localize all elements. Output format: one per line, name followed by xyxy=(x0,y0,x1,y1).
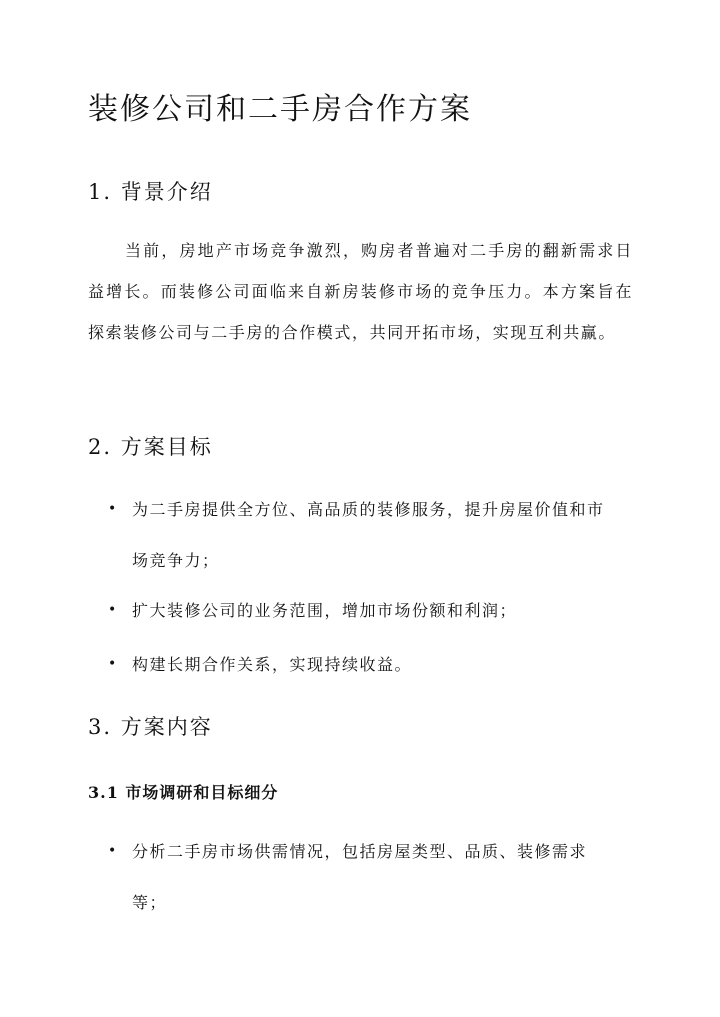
section-heading-goals: 2. 方案目标 xyxy=(88,435,213,459)
list-item xyxy=(108,826,612,928)
list-item xyxy=(108,484,612,586)
bullet-icon: • xyxy=(108,602,118,618)
bullet-icon: • xyxy=(108,501,118,517)
list-item-text: 分析二手房市场供需情况，包括房屋类型、品质、装修需求等； xyxy=(132,842,588,912)
list-item-text: 为二手房提供全方位、高品质的装修服务，提升房屋价值和市场竞争力； xyxy=(132,500,605,570)
document-title: 装修公司和二手房合作方案 xyxy=(88,92,472,127)
list-item-text: 扩大装修公司的业务范围，增加市场份额和利润； xyxy=(132,601,518,620)
list-item xyxy=(108,639,612,690)
section-heading-content: 3. 方案内容 xyxy=(88,715,213,739)
bullet-icon: • xyxy=(108,656,118,672)
background-paragraph: 当前，房地产市场竞争激烈，购房者普遍对二手房的翻新需求日益增长。而装修公司面临来自新房装修市场的竞争压力。本方案旨在探索装修公司与二手房的合作模式，共同开拓市场，实现互利共赢。 xyxy=(88,241,633,342)
list-item-text: 构建长期合作关系，实现持续收益。 xyxy=(132,655,413,674)
section-heading-background: 1. 背景介绍 xyxy=(88,180,213,204)
list-item xyxy=(108,585,612,636)
subsection-heading-research: 3.1 市场调研和目标细分 xyxy=(88,783,279,802)
bullet-icon: • xyxy=(108,843,118,859)
